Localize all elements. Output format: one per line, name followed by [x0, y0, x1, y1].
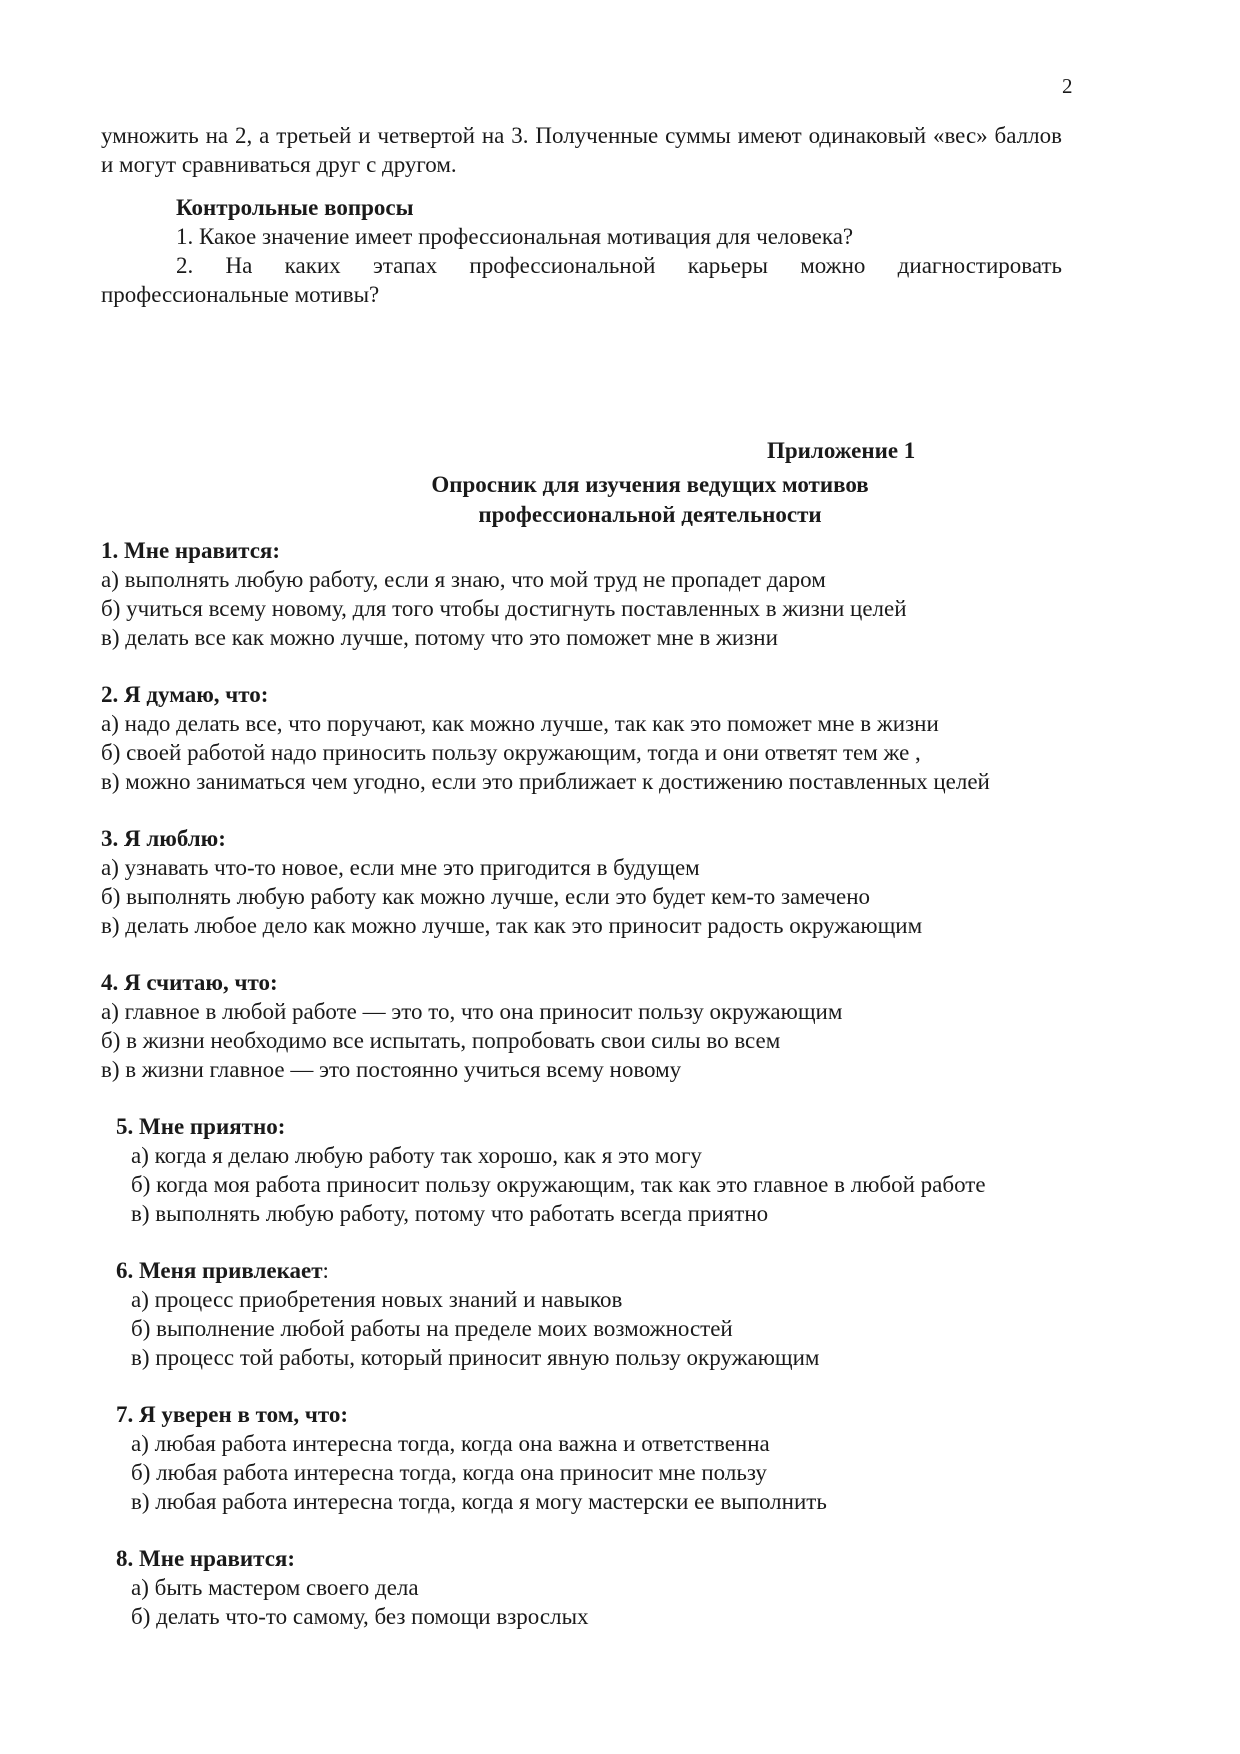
question-title: 2. Я думаю, что:	[101, 682, 269, 707]
answer-option: а) узнавать что-то новое, если мне это пригодится в будущем	[101, 855, 700, 880]
page-number: 2	[1062, 74, 1073, 98]
answer-option: б) в жизни необходимо все испытать, попробовать свои силы во всем	[101, 1028, 781, 1053]
answer-option: в) в жизни главное — это постоянно учиться всему новому	[101, 1057, 682, 1082]
control-questions-heading: Контрольные вопросы	[176, 195, 414, 220]
question-title: 5. Мне приятно:	[116, 1114, 286, 1139]
appendix-title-line-2: профессиональной деятельности	[478, 502, 822, 527]
appendix-label: Приложение 1	[767, 438, 916, 463]
questionnaire	[101, 536, 1091, 1659]
answer-option: б) учиться всему новому, для того чтобы достигнуть поставленных в жизни целей	[101, 596, 907, 621]
intro-paragraph: умножить на 2, а третьей и четвертой на 3. Полученные суммы имеют одинаковый «вес» баллов и могут сравниваться друг с другом.	[101, 123, 1062, 177]
question-7	[101, 1400, 1091, 1516]
question-1	[101, 536, 1091, 652]
answer-option: а) быть мастером своего дела	[131, 1575, 419, 1600]
appendix-title-line-1: Опросник для изучения ведущих мотивов	[431, 472, 869, 497]
answer-option: в) процесс той работы, который приносит явную пользу окружающим	[131, 1345, 820, 1370]
answer-option: а) любая работа интересна тогда, когда она важна и ответственна	[131, 1431, 770, 1456]
question-title: 1. Мне нравится:	[101, 538, 281, 563]
question-5	[101, 1112, 1091, 1228]
question-title: 8. Мне нравится:	[116, 1546, 296, 1571]
control-question-1: 1. Какое значение имеет профессиональная мотивация для человека?	[176, 224, 854, 249]
answer-option: а) когда я делаю любую работу так хорошо, как я это могу	[131, 1143, 702, 1168]
answer-option: б) когда моя работа приносит пользу окружающим, так как это главное в любой работе	[131, 1172, 986, 1197]
answer-option: б) делать что-то самому, без помощи взрослых	[131, 1604, 589, 1629]
answer-option: в) любая работа интересна тогда, когда я могу мастерски ее выполнить	[131, 1489, 827, 1514]
question-title	[116, 1256, 1091, 1285]
appendix-title	[300, 470, 1000, 530]
answer-option: б) выполнение любой работы на пределе моих возможностей	[131, 1316, 733, 1341]
answer-option: а) выполнять любую работу, если я знаю, что мой труд не пропадет даром	[101, 567, 826, 592]
question-6	[101, 1256, 1091, 1372]
question-title: 3. Я люблю:	[101, 826, 226, 851]
question-title: 7. Я уверен в том, что:	[116, 1402, 349, 1427]
question-2	[101, 680, 1031, 796]
control-question-2-line-1: 2. На каких этапах профессиональной карьеры можно диагностировать	[176, 253, 1062, 278]
answer-option: б) выполнять любую работу как можно лучше, если это будет кем-то замечено	[101, 884, 871, 909]
answer-option: а) процесс приобретения новых знаний и навыков	[131, 1287, 623, 1312]
control-question-2-line-2: профессиональные мотивы?	[101, 282, 380, 307]
answer-option: в) делать все как можно лучше, потому что это поможет мне в жизни	[101, 625, 778, 650]
question-4	[101, 968, 1091, 1084]
question-8	[101, 1544, 1091, 1631]
answer-option: а) надо делать все, что поручают, как можно лучше, так как это поможет мне в жизни	[101, 711, 939, 736]
answer-option: б) любая работа интересна тогда, когда она приносит мне пользу	[131, 1460, 767, 1485]
question-title-text: 6. Меня привлекает	[116, 1258, 323, 1283]
answer-option: б) своей работой надо приносить пользу окружающим, тогда и они ответят тем же ,	[101, 740, 921, 765]
question-title: 4. Я считаю, что:	[101, 970, 278, 995]
answer-option: в) делать любое дело как можно лучше, так как это приносит радость окружающим	[101, 913, 923, 938]
intro-section	[101, 121, 1062, 309]
answer-option: а) главное в любой работе — это то, что она приносит пользу окружающим	[101, 999, 843, 1024]
question-3	[101, 824, 1091, 940]
question-title-colon: :	[322, 1258, 329, 1283]
answer-option: в) можно заниматься чем угодно, если это приближает к достижению поставленных целей	[101, 769, 990, 794]
answer-option: в) выполнять любую работу, потому что работать всегда приятно	[131, 1201, 769, 1226]
